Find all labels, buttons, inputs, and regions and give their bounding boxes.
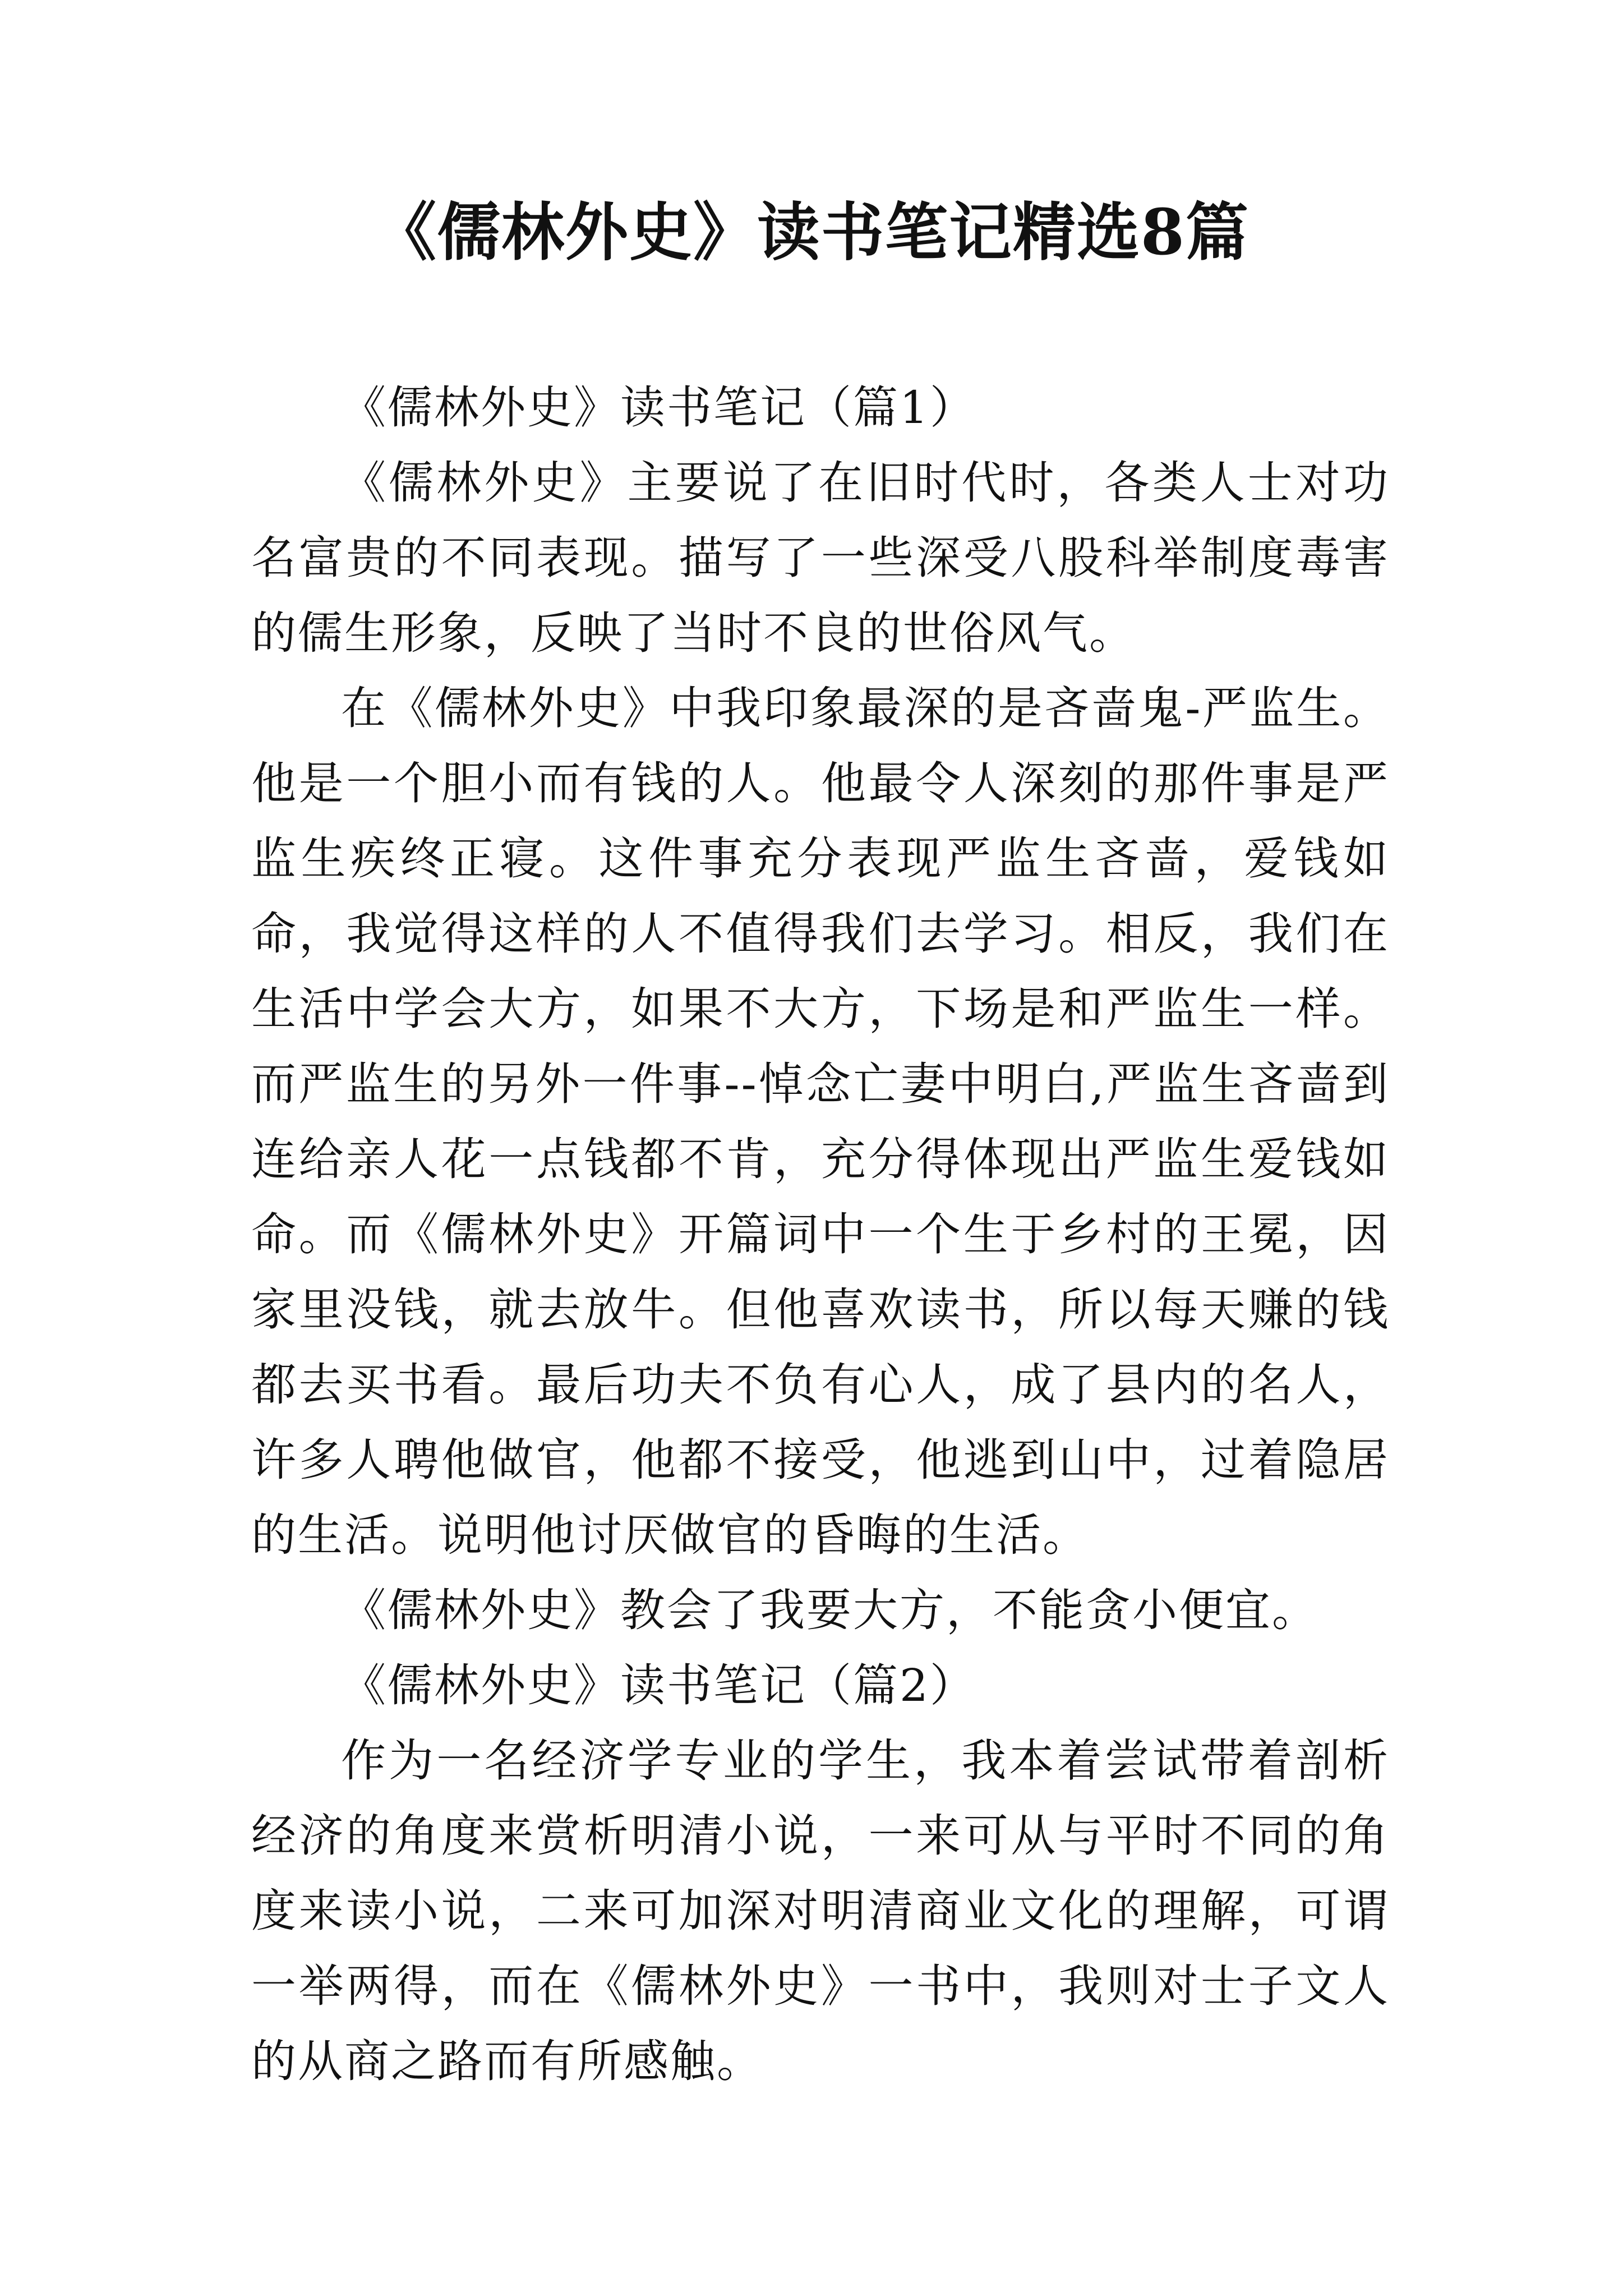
document-body	[251, 370, 1390, 2099]
paragraph: 作为一名经济学专业的学生，我本着尝试带着剖析经济的角度来赏析明清小说，一来可从与平时不同的角度来读小说，二来可加深对明清商业文化的理解，可谓一举两得，而在《儒林外史》一书中，我则对士子文人的从商之路而有所感触。	[251, 1734, 1390, 2087]
paragraph: 在《儒林外史》中我印象最深的是吝啬鬼-严监生。他是一个胆小而有钱的人。他最令人深刻的那件事是严监生疾终正寝。这件事充分表现严监生吝啬，爱钱如命，我觉得这样的人不值得我们去学习。相反，我们在生活中学会大方，如果不大方，下场是和严监生一样。而严监生的另外一件事--悼念亡妻中明白,严监生吝啬到连给亲人花一点钱都不肯，充分得体现出严监生爱钱如命。而《儒林外史》开篇词中一个生于乡村的王冕，因家里没钱，就去放牛。但他喜欢读书，所以每天赚的钱都去买书看。最后功夫不负有心人，成了县内的名人，许多人聘他做官，他都不接受，他逃到山中，过着隐居的生活。说明他讨厌做官的昏晦的生活。	[251, 682, 1390, 1561]
section-heading-2: 《儒林外史》读书笔记（篇2）	[341, 1659, 976, 1711]
paragraph: 《儒林外史》教会了我要大方，不能贪小便宜。	[341, 1584, 1318, 1636]
section-heading-1: 《儒林外史》读书笔记（篇1）	[341, 381, 976, 434]
paragraph: 《儒林外史》主要说了在旧时代时，各类人士对功名富贵的不同表现。描写了一些深受八股科举制度毒害的儒生形象，反映了当时不良的世俗风气。	[251, 457, 1390, 659]
document-title: 《儒林外史》读书笔记精选8篇	[374, 196, 1249, 269]
